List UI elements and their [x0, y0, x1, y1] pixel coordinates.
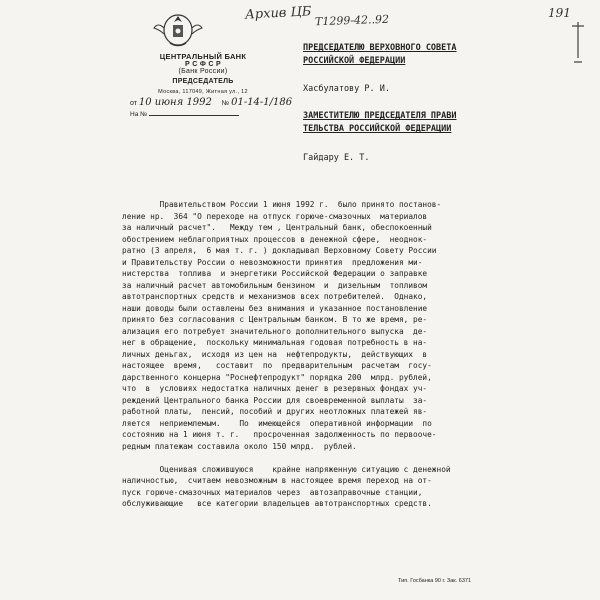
body-line: наличностью, считаем невозможным в настоящее время переход на от- [122, 476, 432, 485]
body-line: Правительством России 1 июня 1992 г. было принято постанов- [122, 200, 442, 209]
letter-body [122, 199, 467, 510]
addressee-1-title-line2: РОССИЙСКОЙ ФЕДЕРАЦИИ [303, 56, 406, 66]
body-line: нег в обращение, поскольку минимальная годовая потребность в на- [122, 338, 428, 347]
body-line [122, 452, 467, 464]
body-line: личных деньгах, исходя из цен на нефтепродукты, действующих в [122, 349, 428, 359]
body-line: автотранспортных средств и механизмов всех потребителей. Однако, [122, 292, 428, 301]
number-prefix: № [221, 100, 230, 107]
sender-title: ПРЕДСЕДАТЕЛЬ [172, 78, 234, 85]
body-line: настоящее время, составит по предварительным расчетам госу- [122, 361, 432, 370]
body-line: дарственного концерна "Роснефтепродукт" порядка 200 млрд. рублей, [122, 372, 432, 382]
body-line: ляется неприемлемым. По имеющейся оперативной информации по [122, 418, 432, 428]
body-line: и Правительству России о невозможности принятия предложения ми- [122, 257, 423, 267]
addressee-1-title-line1: ПРЕДСЕДАТЕЛЮ ВЕРХОВНОГО СОВЕТА [303, 43, 457, 53]
reference-blank [149, 115, 239, 116]
addressee-1-name: Хасбулатову Р. И. [303, 84, 390, 94]
bank-letterhead [118, 52, 288, 95]
body-line: обслуживающие все категории владельцев автотранспортных средств. [122, 499, 432, 508]
body-line: Оценивая сложившуюся крайне напряженную ситуацию с денежной [122, 464, 451, 474]
bank-address: Москва, 117049, Житная ул., 12 [158, 89, 248, 95]
bank-country: Р С Ф С Р [185, 61, 221, 68]
date-line [130, 97, 292, 108]
reference-label: На № [130, 111, 148, 118]
print-footer: Тип. Госбанка 90 г. Зак. 6371 [398, 578, 471, 584]
body-line: состоянию на 1 июня т. г. просроченная задолженность по первооче- [122, 430, 437, 439]
handwritten-page-number: 191 [548, 6, 571, 20]
body-line: принято без согласования с Центральным банком. В то же время, ре- [122, 315, 428, 324]
body-line: обострением неблагоприятных процессов в денежной сфере, неоднок- [122, 234, 428, 244]
bank-name: ЦЕНТРАЛЬНЫЙ БАНК [159, 52, 247, 61]
body-line: нистерства топлива и энергетики Российской Федерации о заправке [122, 269, 428, 278]
body-line: ратно (3 апреля, 6 мая т. г. ) докладывал Верховному Совету России [122, 246, 437, 255]
addressee-2-title-line1: ЗАМЕСТИТЕЛЮ ПРЕДСЕДАТЕЛЯ ПРАВИ [303, 111, 457, 121]
addressee-2-title [303, 110, 457, 136]
body-line: редным платежам составила около 150 млрд. рублей. [122, 441, 357, 451]
addressee-1-title [303, 42, 457, 68]
body-line: наши доводы были оставлены без внимания и указанное постановление [122, 303, 428, 313]
body-line: ализация его потребует значительного дополнительного выпуска де- [122, 326, 428, 336]
handwritten-registration-number: Т1299-42..92 [314, 12, 390, 29]
body-line: за наличный расчет автомобильным бензином и дизельным топливом [122, 280, 428, 290]
handwritten-margin-mark [568, 18, 588, 78]
bank-alt-name: (Банк России) [178, 68, 228, 75]
body-line: что в условиях недостатка наличных денег в резервных фондах уч- [122, 384, 428, 393]
body-line: за наличный расчет". Между тем , Центральный банк, обеспокоенный [122, 223, 432, 232]
letter-number: 01-14-1/186 [231, 97, 293, 108]
coat-of-arms-emblem [150, 8, 206, 50]
addressee-2-name: Гайдару Е. Т. [303, 153, 370, 163]
body-line: пуск горюче-смазочных материалов через автозаправочные станции, [122, 487, 423, 497]
body-line: реждений Центрального банка России для своевременной выплаты за- [122, 395, 428, 405]
body-line: работной платы, пенсий, пособий и других неотложных платежей яв- [122, 407, 428, 416]
date-value: 10 июня 1992 [138, 97, 212, 108]
date-prefix: от [130, 100, 137, 107]
body-line: ление нр. 364 "О переходе на отпуск горюче-смазочных материалов [122, 211, 428, 221]
handwritten-archive-note: Архив ЦБ [244, 4, 312, 23]
addressee-2-title-line2: ТЕЛЬСТВА РОССИЙСКОЙ ФЕДЕРАЦИИ [303, 124, 452, 134]
reference-line [130, 111, 239, 118]
